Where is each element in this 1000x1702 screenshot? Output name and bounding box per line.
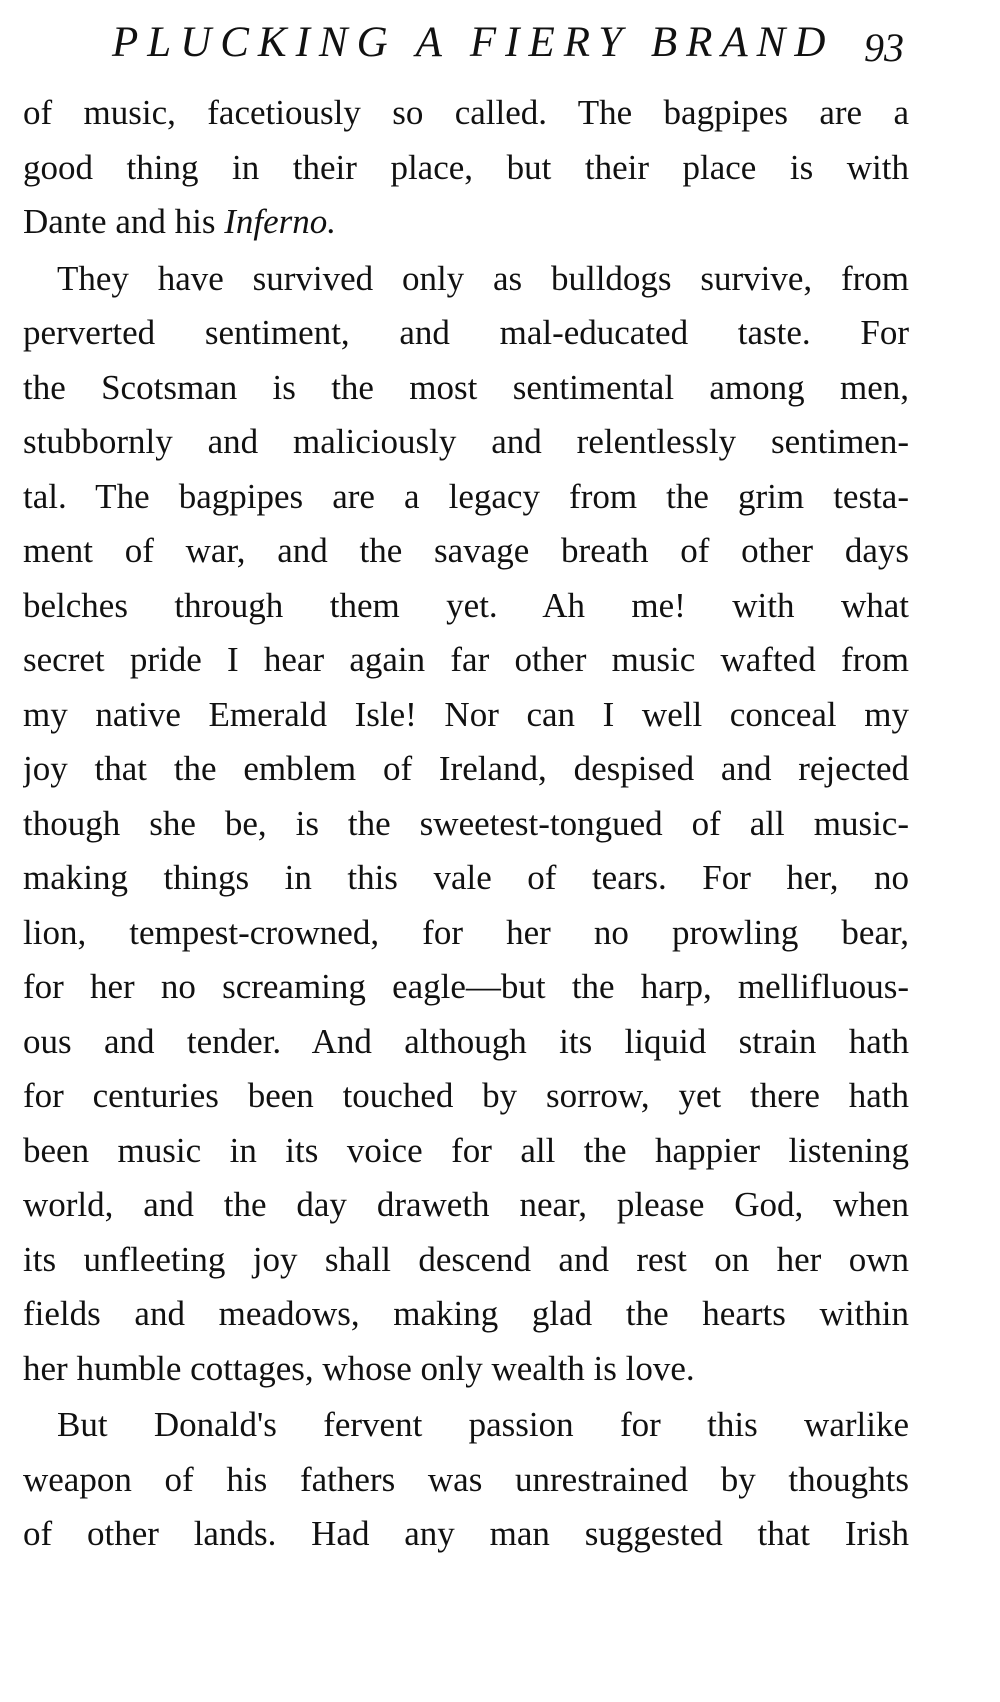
text-line: tal. The bagpipes are a legacy from the grim testa-	[23, 476, 909, 516]
text-line: ous and tender. And although its liquid strain hath	[23, 1021, 909, 1061]
text-line: belches through them yet. Ah me! with what	[23, 585, 909, 625]
text-line: the Scotsman is the most sentimental among men,	[23, 367, 909, 407]
body-text	[23, 86, 909, 1562]
text-line: lion, tempest-crowned, for her no prowling bear,	[23, 912, 909, 952]
text-line: making things in this vale of tears. For her, no	[23, 858, 909, 897]
text-line: been music in its voice for all the happier listening	[23, 1130, 909, 1170]
text-line: though she be, is the sweetest-tongued of all music-	[23, 803, 909, 843]
text-line: for centuries been touched by sorrow, yet there hath	[23, 1076, 909, 1115]
text-line-roman: Dante and his	[23, 202, 225, 241]
text-line: its unfleeting joy shall descend and rest on her own	[23, 1239, 909, 1279]
text-line: for her no screaming eagle—but the harp, mellifluous-	[23, 967, 909, 1006]
text-line: world, and the day draweth near, please God, when	[23, 1185, 909, 1224]
text-line: stubbornly and maliciously and relentlessly sentimen-	[23, 422, 909, 461]
running-head	[0, 12, 1000, 82]
text-line: weapon of his fathers was unrestrained by thoughts	[23, 1459, 909, 1499]
book-title-inferno: Inferno.	[224, 202, 336, 241]
text-line: of other lands. Had any man suggested that Irish	[23, 1514, 909, 1553]
text-line: joy that the emblem of Ireland, despised and rejected	[23, 749, 909, 788]
paragraph-first-line: They have survived only as bulldogs survive, from	[57, 258, 909, 298]
paragraph-first-line: But Donald's fervent passion for this warlike	[57, 1405, 909, 1444]
text-line: perverted sentiment, and mal-educated taste. For	[23, 313, 909, 352]
text-line: ment of war, and the savage breath of other days	[23, 531, 909, 570]
text-line: her humble cottages, whose only wealth is love.	[23, 1348, 695, 1388]
text-line: my native Emerald Isle! Nor can I well conceal my	[23, 694, 909, 734]
text-line	[23, 195, 909, 250]
text-line: of music, facetiously so called. The bagpipes are a	[23, 93, 909, 132]
text-line: good thing in their place, but their place is with	[23, 147, 909, 187]
running-title: PLUCKING A FIERY BRAND	[112, 19, 835, 66]
text-line: secret pride I hear again far other music wafted from	[23, 640, 909, 679]
text-line: fields and meadows, making glad the hearts within	[23, 1294, 909, 1333]
page-number: 93	[864, 25, 904, 70]
